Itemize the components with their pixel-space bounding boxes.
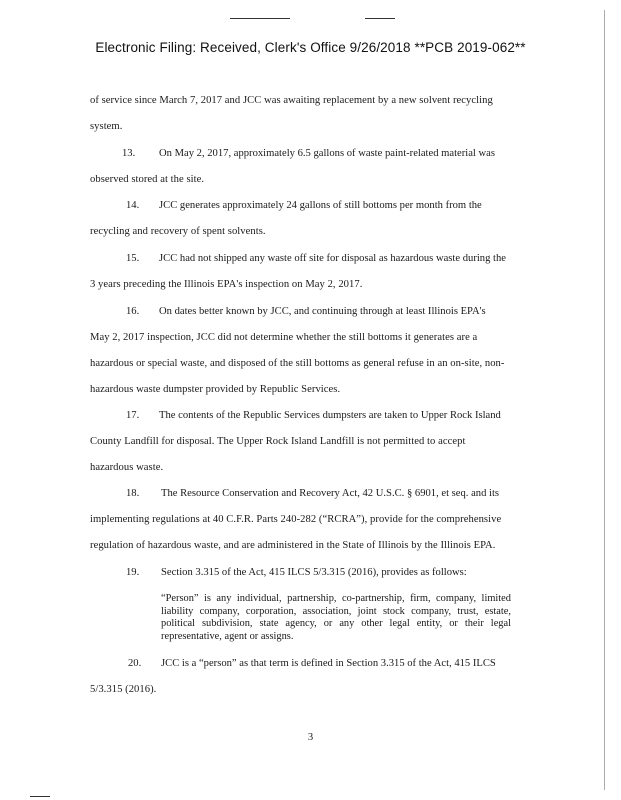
paragraph-text: May 2, 2017 inspection, JCC did not determine whether the still bottoms it generates are a	[90, 332, 478, 343]
paragraph-text: JCC generates approximately 24 gallons of still bottoms per month from the	[159, 200, 482, 211]
paragraph-text: On dates better known by JCC, and continuing through at least Illinois EPA's	[159, 306, 486, 317]
page-number: 3	[307, 732, 314, 743]
scan-artifact-right	[604, 10, 605, 790]
paragraph-text: 3 years preceding the Illinois EPA's inspection on May 2, 2017.	[90, 279, 363, 290]
paragraph-text: Section 3.315 of the Act, 415 ILCS 5/3.315 (2016), provides as follows:	[161, 567, 467, 578]
paragraph-number: 14.	[126, 200, 140, 211]
paragraph-number: 17.	[126, 410, 140, 421]
paragraph-number: 15.	[126, 253, 140, 264]
continuation-line: of service since March 7, 2017 and JCC was awaiting replacement by a new solvent recycling	[90, 95, 493, 106]
paragraph-text: County Landfill for disposal. The Upper Rock Island Landfill is not permitted to accept	[90, 436, 466, 447]
paragraph-text: 5/3.315 (2016).	[90, 684, 157, 695]
filing-header: Electronic Filing: Received, Clerk's Office 9/26/2018 **PCB 2019-062**	[95, 40, 526, 55]
scan-artifact-top	[365, 18, 395, 19]
scan-artifact-bottom	[30, 796, 50, 797]
paragraph-text: hazardous waste dumpster provided by Republic Services.	[90, 384, 341, 395]
paragraph-text: observed stored at the site.	[90, 174, 205, 185]
scan-artifact-top	[230, 18, 290, 19]
paragraph-text: The Resource Conservation and Recovery Act, 42 U.S.C. § 6901, et seq. and its	[161, 488, 500, 499]
paragraph-text: hazardous or special waste, and disposed of the still bottoms as general refuse in an on-site, non-	[90, 358, 505, 369]
paragraph-number: 20.	[128, 658, 142, 669]
paragraph-text: recycling and recovery of spent solvents.	[90, 226, 266, 237]
paragraph-number: 16.	[126, 306, 140, 317]
block-quote: “Person” is any individual, partnership, co-partnership, firm, company, limited liability company, corporation, association, joint stock company, trust, estate, political subdivision, state agency, or any other legal entity, or their legal representative, agent or assigns.	[161, 593, 511, 642]
paragraph-number: 19.	[126, 567, 140, 578]
paragraph-text: JCC had not shipped any waste off site for disposal as hazardous waste during the	[159, 253, 506, 264]
paragraph-text: implementing regulations at 40 C.F.R. Parts 240-282 (“RCRA”), provide for the comprehensive	[90, 514, 502, 525]
paragraph-text: The contents of the Republic Services dumpsters are taken to Upper Rock Island	[159, 410, 501, 421]
paragraph-text: On May 2, 2017, approximately 6.5 gallons of waste paint-related material was	[159, 148, 495, 159]
paragraph-number: 13.	[122, 148, 136, 159]
paragraph-number: 18.	[126, 488, 140, 499]
paragraph-text: hazardous waste.	[90, 462, 164, 473]
paragraph-text: JCC is a “person” as that term is defined in Section 3.315 of the Act, 415 ILCS	[161, 658, 496, 669]
continuation-line: system.	[90, 121, 123, 132]
paragraph-text: regulation of hazardous waste, and are administered in the State of Illinois by the Illinois EPA.	[90, 540, 496, 551]
